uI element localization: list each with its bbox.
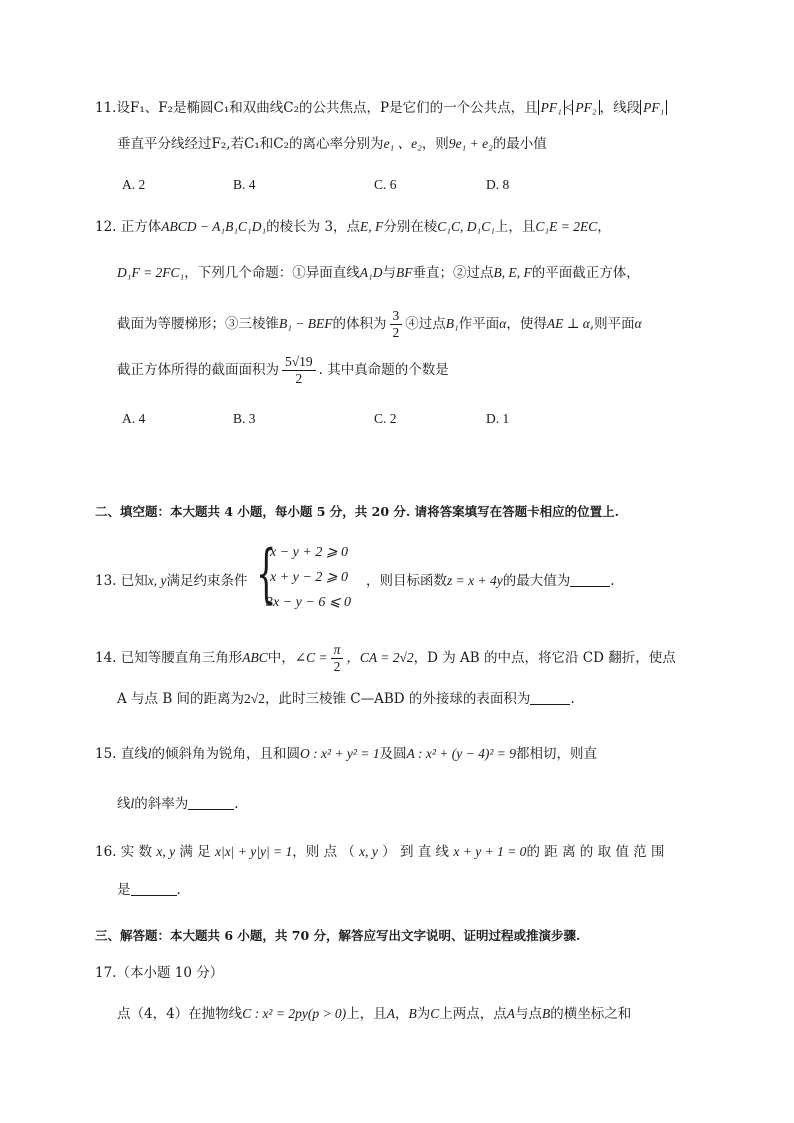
q11-option-d: D. 8 — [486, 177, 510, 192]
q15-line1 — [95, 744, 597, 764]
q12-ef: E, F — [360, 219, 384, 234]
q17-b: B — [408, 1006, 417, 1021]
q11-option-a: A. 2 — [122, 177, 146, 192]
q12-edges: C₁C, D₁C₁ — [437, 219, 495, 234]
q14-abc: ABC — [242, 650, 268, 665]
q17-t6: 与点 — [514, 1006, 542, 1022]
q12-t11: ④过点 — [405, 316, 446, 332]
q14-line2 — [117, 689, 575, 709]
q12-t15: 截正方体所得的截面面积为 — [117, 362, 279, 378]
q16-eq: x|x| + y|y| = 1 — [214, 844, 293, 859]
q13-t2: 满足约束条件 — [166, 573, 248, 589]
q17-a: A — [386, 1006, 395, 1021]
q16-end: . — [176, 882, 181, 898]
q17-c: C — [430, 1006, 440, 1021]
q11-option-b: B. 4 — [233, 177, 256, 192]
q13-constraint-1: x − y + 2 ⩾ 0 — [270, 545, 349, 560]
q12-b1: B₁ — [445, 316, 459, 331]
q15-answer-blank[interactable] — [188, 795, 234, 810]
q12-perp: AE ⊥ α — [546, 316, 590, 331]
q12-t16: . 其中真命题的个数是 — [318, 362, 449, 378]
q13-t1: 13. 已知 — [95, 573, 148, 589]
q12-t9: 截面为等腰梯形；③三棱锥 — [117, 316, 279, 332]
q14-pi: π — [331, 642, 344, 659]
q15-t6: 的斜率为 — [134, 796, 189, 812]
q17-t3: ， — [394, 1006, 409, 1022]
q17-t4: 为 — [416, 1006, 431, 1022]
q11-expr: 9e₁ + e₂ — [448, 136, 493, 151]
q12-alpha: α — [499, 316, 507, 331]
q12-comma: ， — [597, 219, 611, 235]
q15-t2: 的倾斜角为锐角，且和圆 — [151, 746, 301, 762]
q14-answer-blank[interactable] — [530, 690, 570, 705]
q15-t1: 15. 直线 — [95, 746, 148, 762]
q14-angle: ∠C = — [294, 650, 328, 665]
q12-tet: B₁ − BEF — [279, 316, 333, 331]
q16-xy: x, y — [156, 844, 176, 859]
q11-line2 — [117, 134, 547, 154]
q15-l: l — [147, 746, 152, 761]
q12-bf: BF — [395, 265, 413, 280]
q12-t6: 与 — [382, 265, 396, 281]
q13-line — [95, 571, 248, 591]
q15-circle-o: O : x² + y² = 1 — [300, 746, 380, 761]
q16-pt: x, y — [359, 844, 378, 859]
q12-line3 — [117, 304, 642, 344]
q12-volume-fraction — [390, 308, 403, 341]
q15-end: . — [234, 796, 239, 812]
q15-circle-a: A : x² + (y − 4)² = 9 — [406, 746, 516, 761]
q12-vol-num: 3 — [390, 308, 403, 325]
q11-option-c: C. 6 — [374, 177, 397, 192]
q12-a1d: A₁D — [359, 265, 383, 280]
q12-t7: 垂直；②过点 — [412, 265, 494, 281]
q14-angle-fraction — [331, 642, 344, 675]
q12-area-num: 5√19 — [282, 354, 316, 371]
q12-bef: B, E, F — [493, 265, 532, 280]
q17-t2: 上，且 — [346, 1006, 387, 1022]
q13-vars: x, y — [147, 573, 167, 588]
q16-t2: 满 足 — [179, 844, 211, 860]
q13-z: z = x + 4y — [447, 573, 503, 588]
q15-t5: 线 — [117, 796, 131, 812]
q16-t6: 是 — [117, 882, 131, 898]
q12-line4 — [117, 350, 449, 390]
q11-text2c: 的最小值 — [492, 136, 547, 152]
q12-t1: 12. 正方体 — [95, 219, 162, 235]
section-3-heading: 三、解答题：本大题共 6 小题，共 70 分，解答应写出文字说明、证明过程或推演步骤. — [95, 928, 581, 943]
q14-ca: ，CA = 2√2 — [346, 650, 414, 665]
q13-brace: { — [256, 537, 277, 611]
q11-abs-pf1b: PF₁ — [640, 100, 667, 115]
q15-line2 — [117, 794, 239, 814]
q11-after: ，线段 — [599, 100, 641, 116]
q13-t4: 的最大值为 — [502, 573, 571, 589]
q12-area-fraction — [282, 354, 316, 387]
q15-t3: 及圆 — [379, 746, 407, 762]
q14-line1 — [95, 638, 676, 678]
q13-constraint-2: x + y − 2 ⩾ 0 — [270, 570, 349, 585]
q16-line1 — [95, 842, 664, 862]
q11-abs-pf2: PF₂ — [572, 100, 599, 115]
q13-line-right — [366, 571, 615, 591]
q13-end: . — [610, 573, 615, 589]
q17-line1 — [117, 1004, 631, 1024]
q16-answer-blank[interactable] — [131, 881, 177, 896]
q14-t4: A 与点 B 间的距离为 — [117, 691, 245, 707]
q12-vol-den: 2 — [392, 325, 400, 340]
q11-line1 — [95, 98, 667, 118]
q12-t14: ,则平面 — [589, 316, 635, 332]
q17-parabola: C : x² = 2py(p > 0) — [242, 1006, 347, 1021]
q16-t5: 的 距 离 的 取 值 范 围 — [526, 844, 665, 860]
q12-option-a: A. 4 — [122, 411, 146, 426]
q12-t5: ，下列几个命题：①异面直线 — [184, 265, 360, 281]
q14-t5: ，此时三棱锥 C—ABD 的外接球的表面积为 — [264, 691, 531, 707]
q13-answer-blank[interactable] — [570, 572, 610, 587]
q11-text: 11.设F₁、F₂是椭圆C₁和双曲线C₂的公共焦点，P是它们的一个公共点，且 — [95, 100, 538, 116]
q16-line2 — [117, 880, 181, 900]
q12-t10: 的体积为 — [332, 316, 387, 332]
q17-t5: 上两点，点 — [439, 1006, 507, 1022]
q12-t4: 上，且 — [494, 219, 536, 235]
q14-t1: 14. 已知等腰直角三角形 — [95, 650, 243, 666]
q12-option-d: D. 1 — [486, 411, 510, 426]
q17-a2: A — [506, 1006, 515, 1021]
q11-text2b: ，则 — [421, 136, 449, 152]
q12-option-c: C. 2 — [374, 411, 397, 426]
q16-t4: ） 到 直 线 — [377, 844, 450, 860]
q16-t1: 16. 实 数 — [95, 844, 153, 860]
q17-t1: 点（4，4）在抛物线 — [117, 1006, 243, 1022]
q16-line-eq: x + y + 1 = 0 — [453, 844, 527, 859]
q12-option-b: B. 3 — [233, 411, 256, 426]
q12-t13: ，使得 — [506, 316, 547, 332]
q11-lt: < — [564, 100, 573, 115]
q14-end: . — [570, 691, 575, 707]
q12-eq2: D₁F = 2FC₁ — [117, 265, 185, 280]
q12-t2: 的棱长为 3，点 — [266, 219, 361, 235]
q17-t7: 的横坐标之和 — [550, 1006, 632, 1022]
q14-t2: 中， — [267, 650, 295, 666]
q14-dist: 2√2 — [244, 691, 265, 706]
q11-abs-pf1: PF₁ — [538, 100, 565, 115]
q11-ecc: e₁ 、e₂ — [383, 136, 422, 151]
q12-line1 — [95, 217, 611, 237]
q12-line2 — [117, 263, 640, 283]
q12-t12: 作平面 — [458, 316, 500, 332]
section-2-heading: 二、填空题：本大题共 4 小题，每小题 5 分，共 20 分. 请将答案填写在答题卡相应的位置上. — [95, 504, 619, 519]
q12-area-den: 2 — [295, 371, 303, 386]
q11-text2: 垂直平分线经过F₂,若C₁和C₂的离心率分别为 — [117, 136, 384, 152]
q17-b2: B — [541, 1006, 551, 1021]
q16-t3: ，则 点 （ — [292, 844, 360, 860]
q12-t3: 分别在棱 — [383, 219, 438, 235]
q14-t3: ，D 为 AB 的中点，将它沿 CD 翻折，使点 — [413, 650, 676, 666]
q12-t8: 的平面截正方体， — [531, 265, 640, 281]
q12-eq1: C₁E = 2EC — [535, 219, 598, 234]
q14-two: 2 — [333, 659, 341, 674]
q15-t4: 都相切，则直 — [515, 746, 597, 762]
q12-alpha2: α — [634, 316, 642, 331]
q12-cube: ABCD − A₁B₁C₁D₁ — [161, 219, 267, 234]
q15-l2: l — [130, 796, 135, 811]
q13-t3: ，则目标函数 — [366, 573, 447, 589]
q13-constraint-3: 3x − y − 6 ⩽ 0 — [266, 595, 352, 610]
q17-head: 17.（本小题 10 分） — [95, 965, 224, 981]
